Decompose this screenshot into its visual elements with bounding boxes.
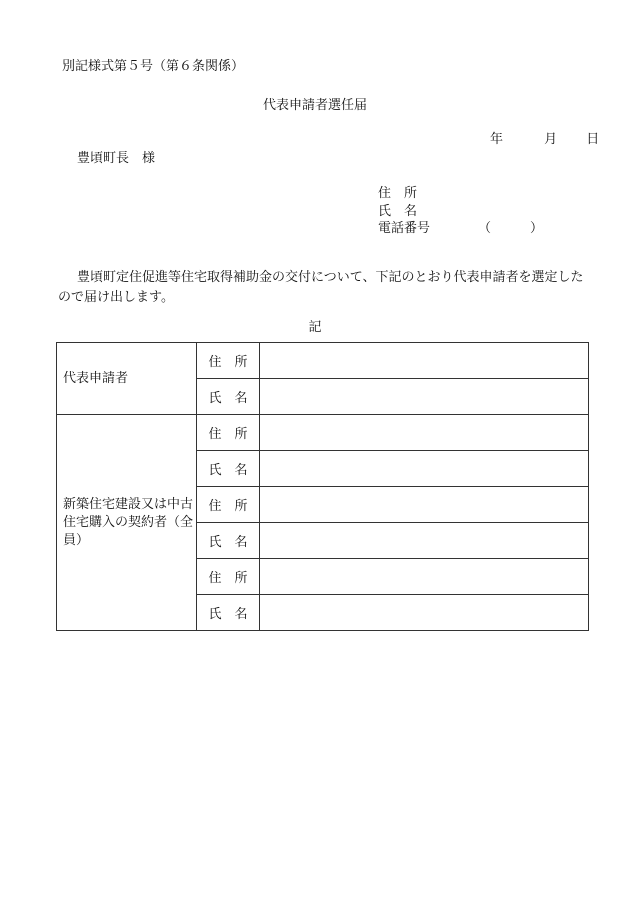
ki-heading: 記 <box>308 320 322 335</box>
table-row <box>57 343 589 379</box>
name-label-cell: 氏 名 <box>197 523 260 559</box>
applicant-address-label: 住 所 <box>378 186 418 201</box>
address-label-cell: 住 所 <box>197 343 260 379</box>
applicant-name-label: 氏 名 <box>378 204 418 219</box>
representative-name-field[interactable] <box>260 379 589 415</box>
date-line <box>490 128 599 147</box>
address-label-cell: 住 所 <box>197 559 260 595</box>
contractor-3-address-field[interactable] <box>260 559 589 595</box>
addressee: 豊頃町長 様 <box>77 151 156 166</box>
contractor-2-address-field[interactable] <box>260 487 589 523</box>
contractor-2-name-field[interactable] <box>260 523 589 559</box>
contractor-1-name-field[interactable] <box>260 451 589 487</box>
contractors-header: 新築住宅建設又は中古住宅購入の契約者（全員） <box>57 415 197 631</box>
date-year: 年 <box>490 132 504 147</box>
applicant-phone-row <box>378 217 543 236</box>
contractor-3-name-field[interactable] <box>260 595 589 631</box>
applicant-phone-paren: （ ） <box>478 221 544 236</box>
document-title: 代表申請者選任届 <box>262 98 367 113</box>
table-row <box>57 415 589 451</box>
address-label-cell: 住 所 <box>197 415 260 451</box>
representative-header: 代表申請者 <box>57 343 197 415</box>
record-table <box>56 342 589 631</box>
representative-address-field[interactable] <box>260 343 589 379</box>
name-label-cell: 氏 名 <box>197 379 260 415</box>
applicant-phone-label: 電話番号 <box>378 221 431 236</box>
form-number-label: 別記様式第５号（第６条関係） <box>62 59 245 74</box>
date-day: 日 <box>586 132 600 147</box>
date-month: 月 <box>544 132 558 147</box>
name-label-cell: 氏 名 <box>197 595 260 631</box>
contractor-1-address-field[interactable] <box>260 415 589 451</box>
address-label-cell: 住 所 <box>197 487 260 523</box>
name-label-cell: 氏 名 <box>197 451 260 487</box>
body-text: 豊頃町定住促進等住宅取得補助金の交付について、下記のとおり代表申請者を選定したので届け出します。 <box>58 270 584 305</box>
